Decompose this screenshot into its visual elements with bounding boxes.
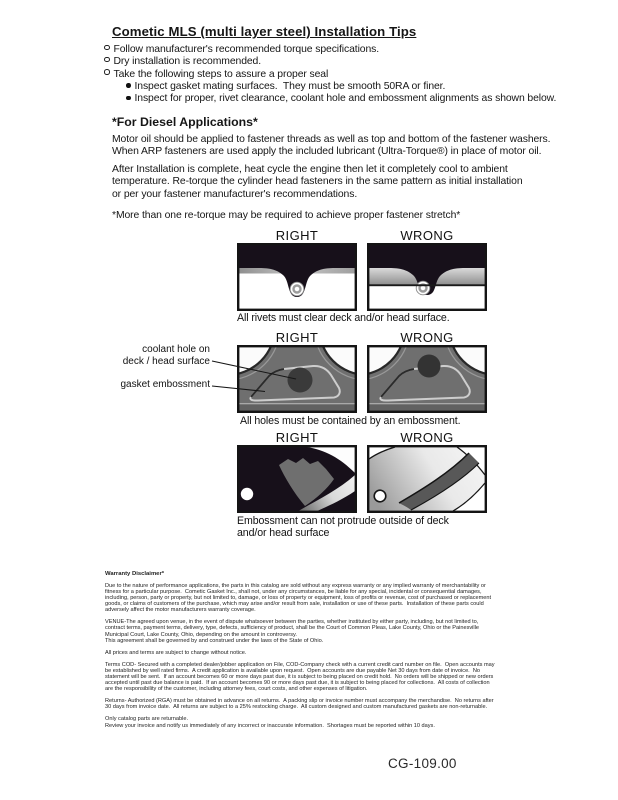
prices-paragraph: All prices and terms are subject to change without notice.	[105, 649, 247, 656]
invoice-paragraph: Only catalog parts are returnable. Review your invoice and notify us immediately of any incorrect or inaccurate information. Shortages must be reported within 10 days.	[105, 716, 435, 729]
right-label: RIGHT	[275, 330, 319, 345]
list-item	[126, 81, 556, 93]
gasket-embossment-annotation: gasket embossment	[120, 379, 210, 390]
solid-bullet-icon	[126, 83, 131, 88]
warranty-disclaimer-section	[105, 571, 525, 735]
diagram-coolant-right-panel	[237, 345, 357, 413]
wrong-label: WRONG	[400, 430, 454, 445]
list-item-text: Follow manufacturer's recommended torque specifications.	[113, 44, 380, 55]
diagram-embossment-right-panel	[237, 445, 357, 513]
warranty-paragraph: Due to the nature of performance applications, the parts in this catalog are sold without any express warranty or any implied warranty of merchantability or fitness for a particular purpose. Cometic Gasket Inc., shall not, under any circumstances, be liable for any special, incidental or consequential damages, including, person, party or property, but not limited to, damage, or loss of property or equipment, loss of profits or revenue, cost of purchased or replacement goods, or claims of customers of the purchase, which may arise and/or result from sale, installation or use of these parts. Installation of these parts could adversely affect the motor manufacturers warranty coverage.	[105, 582, 492, 614]
wrong-label: WRONG	[400, 228, 454, 243]
diesel-paragraph-2: After Installation is complete, heat cycle the engine then let it completely cool to ambient temperature. Re-torque the cylinder head fasteners in the same pattern as initial installation or per your fastener manufacturer's recommendations.	[112, 164, 523, 200]
coolant-right-diagram	[237, 345, 357, 413]
list-item	[104, 69, 556, 81]
list-item-text: Inspect gasket mating surfaces. They must be smooth 50RA or finer.	[134, 80, 446, 92]
venue-paragraph: VENUE-The agreed upon venue, in the event of dispute whatsoever between the parties, whether instituted by either party, including, but not limited to, contract terms, payment terms, delivery, type, defects, sufficiency of product, shall be the Court of Common Pleas, Lake County, Ohio or the Painesville Municipal Court, Lake County, Ohio, depending on the amount in controversy. This agreement shall be governed by and construed under the laws of the State of Ohio.	[105, 619, 480, 644]
coolant-hole-annotation: coolant hole on deck / head surface	[122, 344, 210, 367]
coolant-hole	[288, 368, 313, 393]
warranty-heading: Warranty Disclaimer*	[105, 571, 165, 577]
hollow-bullet-icon	[104, 69, 110, 75]
right-label: RIGHT	[275, 430, 319, 445]
page-code: CG-109.00	[388, 756, 457, 771]
rivet-caption: All rivets must clear deck and/or head surface.	[237, 312, 450, 324]
diesel-section	[112, 116, 550, 222]
list-item	[104, 44, 556, 56]
install-tips-list	[104, 44, 556, 105]
diesel-paragraph-1: Motor oil should be applied to fastener threads as well as top and bottom of the fastener washers. When ARP fasteners are used apply the included lubricant (Ultra-Torque®) in place of motor oil.	[112, 134, 551, 158]
rivet-right-diagram	[237, 243, 357, 311]
diagram-coolant-wrong-panel	[367, 345, 487, 413]
hollow-bullet-icon	[104, 57, 110, 63]
deck-surface-line	[369, 284, 485, 286]
hollow-bullet-icon	[104, 45, 110, 51]
page-title: Cometic MLS (multi layer steel) Installation Tips	[112, 24, 417, 39]
diesel-retorque-note: *More than one re-torque may be required to achieve proper fastener stretch*	[112, 209, 461, 221]
diagram-rivet-right-panel	[237, 243, 357, 311]
list-item	[126, 93, 556, 105]
bolt-hole	[241, 488, 253, 500]
list-item	[104, 56, 556, 68]
list-item-text: Take the following steps to assure a proper seal	[113, 68, 329, 80]
list-item-text: Dry installation is recommended.	[113, 56, 262, 68]
solid-bullet-icon	[126, 96, 131, 101]
coolant-wrong-diagram	[367, 345, 487, 413]
diagram-embossment-wrong-panel	[367, 445, 487, 513]
bolt-hole	[374, 490, 386, 502]
terms-paragraph: Terms COD- Secured with a completed dealer/jobber application on File, COD-Company check with a current credit card number on file. Open accounts may be established by well rated firms. A credit application is available upon request. Open accounts are due payable Net 30 days from date of invoice. No statement will be sent. If an account becomes 60 or more days past due, it is subject to being placed on credit hold. No orders will be shipped or new orders accepted until past due balance is paid. If an account becomes 90 or more days past due, it is subject to being placed for collections. All costs of collection are the responsibility of the customer, including attorney fees, court costs, and other expenses of litigation.	[105, 661, 495, 693]
returns-paragraph: Returns- Authorized (RGA) must be obtained in advance on all returns. A packing slip or invoice number must accompany the merchandise. No returns after 30 days from invoice date. All returns are subject to a 25% restocking charge. All custom designed and custom manufactured gaskets are non-returnable.	[105, 698, 494, 711]
embossment-wrong-diagram	[367, 445, 487, 513]
list-item-text: Inspect for proper, rivet clearance, coolant hole and embossment alignments as shown below.	[134, 93, 557, 105]
embossment-caption: Embossment can not protrude outside of deck and/or head surface	[237, 515, 449, 539]
rivet-wrong-diagram	[367, 243, 487, 311]
right-label: RIGHT	[275, 228, 319, 243]
embossment-right-diagram	[237, 445, 357, 513]
coolant-hole	[418, 355, 441, 378]
wrong-label: WRONG	[400, 330, 454, 345]
coolant-caption: All holes must be contained by an embossment.	[240, 415, 461, 427]
diagram-rivet-wrong-panel	[367, 243, 487, 311]
diesel-heading: *For Diesel Applications*	[112, 115, 258, 129]
